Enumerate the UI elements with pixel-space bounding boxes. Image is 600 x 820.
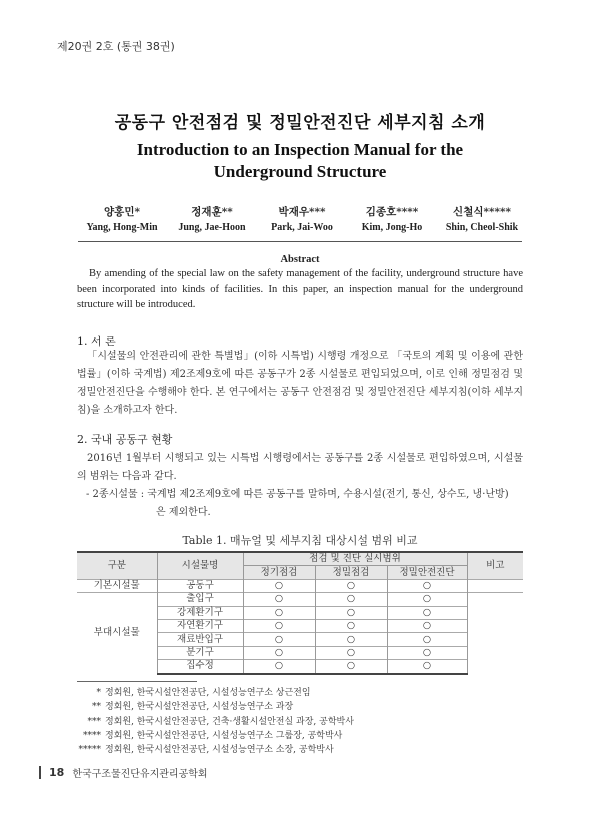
footnote-divider [77,681,197,682]
facility-cell: 출입구 [157,593,243,606]
header-scope: 점검 및 진단 실시범위 [243,552,467,566]
footnote-text: 정회원, 한국시설안전공단, 시설성능연구소 그룹장, 공학박사 [105,730,343,741]
title-english-line2: Underground Structure [213,162,387,181]
detailed-cell: ○ [315,660,387,674]
section-heading-introduction: 1. 서 론 [77,335,116,348]
status-paragraph: 2016년 1월부터 시행되고 있는 시특법 시행령에서는 공동구를 2종 시설물로 편입하였으며, 시설물의 범위는 다음과 같다. [77,453,523,482]
introduction-paragraph: 「시설물의 안전관리에 관한 특별법」(이하 시특법) 시행령 개정으로 「국토의 계획 및 이용에 관한 법률」(이하 국계법) 제2조제9호에 따른 공동구가 2종 시설물로 편입되었으며, 이로 인해 정밀점검 및 정밀안전진단을 수행해야 한다. 본 연구에서는 공동구 안전점검 및 정밀안전진단 세부지침(이하 세부지침)을 소개하고자 한다. [77,351,523,416]
regular-cell: ○ [243,646,315,659]
footer-bar [39,766,41,779]
header-facility: 시설물명 [157,552,243,579]
author-name-en: Park, Jai-Woo [271,222,333,233]
diagnosis-cell: ○ [387,593,467,606]
issue-info: 제20권 2호 (통권 38권) [57,40,175,53]
detailed-cell: ○ [315,619,387,632]
footnotes [77,686,354,757]
detailed-cell: ○ [315,633,387,646]
regular-cell: ○ [243,619,315,632]
header-remark: 비고 [467,552,523,579]
author-name-ko: 양홍민* [104,206,140,218]
footnote-mark: **** [83,730,101,741]
regular-cell: ○ [243,593,315,606]
diagnosis-cell: ○ [387,606,467,619]
author-name-ko: 박재우*** [278,206,326,218]
author-name-en: Yang, Hong-Min [86,222,158,233]
header-regular: 정기점검 [243,566,315,579]
footnote-text: 정회원, 한국시설안전공단, 건축·생활시설안전실 과장, 공학박사 [105,716,354,727]
section-heading-status: 2. 국내 공동구 현황 [77,433,173,446]
author-name-en: Kim, Jong-Ho [361,222,423,233]
regular-cell: ○ [243,606,315,619]
facility-cell: 공동구 [157,579,243,592]
regular-cell: ○ [243,660,315,674]
abstract-text: By amending of the special law on the safety management of the facility, underground structure have been incorporated into kinds of facilities. In this paper, an inspection manual for the underground structure will be introduced. [77,268,523,310]
table-row [77,593,523,606]
table-row [77,579,523,592]
facility-cell: 재료반입구 [157,633,243,646]
detailed-cell: ○ [315,579,387,592]
group-cell: 기본시설물 [77,579,157,592]
footnote-mark: ***** [78,745,101,756]
diagnosis-cell: ○ [387,633,467,646]
header-diagnosis: 정밀안전진단 [387,566,467,579]
diagnosis-cell: ○ [387,660,467,674]
detailed-cell: ○ [315,593,387,606]
title-english-line1: Introduction to an Inspection Manual for the [136,140,464,159]
author-name-ko: 정재훈** [191,206,233,218]
scope-item-line: - 2종시설물 : 국계법 제2조제9호에 따른 공동구를 말하며, 수용시설(전기, 통신, 상수도, 냉·난방) [86,489,509,500]
facility-cell: 강제환기구 [157,606,243,619]
comparison-table [77,551,523,675]
author-name-en: Jung, Jae-Hoon [178,222,246,233]
remark-cell [467,579,523,592]
society-name: 한국구조물진단유지관리공학회 [72,769,208,780]
author-block [77,204,527,233]
footnote-mark: * [96,688,101,698]
author-name-en: Shin, Cheol-Shik [445,222,519,233]
diagnosis-cell: ○ [387,619,467,632]
author-name-ko: 신철식***** [453,206,511,218]
detailed-cell: ○ [315,606,387,619]
facility-cell: 자연환기구 [157,619,243,632]
footnote [77,686,354,700]
diagnosis-cell: ○ [387,646,467,659]
facility-cell: 집수정 [157,660,243,674]
footnote-text: 정회원, 한국시설안전공단, 시설성능연구소 과장 [105,702,294,713]
table-caption: Table 1. 매뉴얼 및 세부지침 대상시설 범위 비교 [182,534,418,547]
footnote-mark: ** [92,702,101,713]
footnote-mark: *** [87,716,101,727]
title-korean: 공동구 안전점검 및 정밀안전진단 세부지침 소개 [114,113,486,133]
author-name-ko: 김종호**** [365,206,419,218]
footnote-text: 정회원, 한국시설안전공단, 시설성능연구소 소장, 공학박사 [105,745,334,756]
footnote [77,743,354,757]
footnote [77,715,354,729]
divider [78,241,522,242]
facility-cell: 분기구 [157,646,243,659]
facility-scope-item [86,486,526,522]
detailed-cell: ○ [315,646,387,659]
footnote-text: 정회원, 한국시설안전공단, 시설성능연구소 상근전임 [105,688,311,698]
group-cell: 부대시설물 [77,593,157,674]
scope-item-continuation: 은 제외한다. [156,507,211,518]
regular-cell: ○ [243,579,315,592]
page-number: 18 [49,766,65,779]
header-detailed: 정밀점검 [315,566,387,579]
header-category: 구분 [77,552,157,579]
abstract-heading: Abstract [280,254,320,265]
remark-cell [467,593,523,674]
footnote [77,700,354,714]
footnote [77,729,354,743]
diagnosis-cell: ○ [387,579,467,592]
page-footer [39,765,208,780]
regular-cell: ○ [243,633,315,646]
